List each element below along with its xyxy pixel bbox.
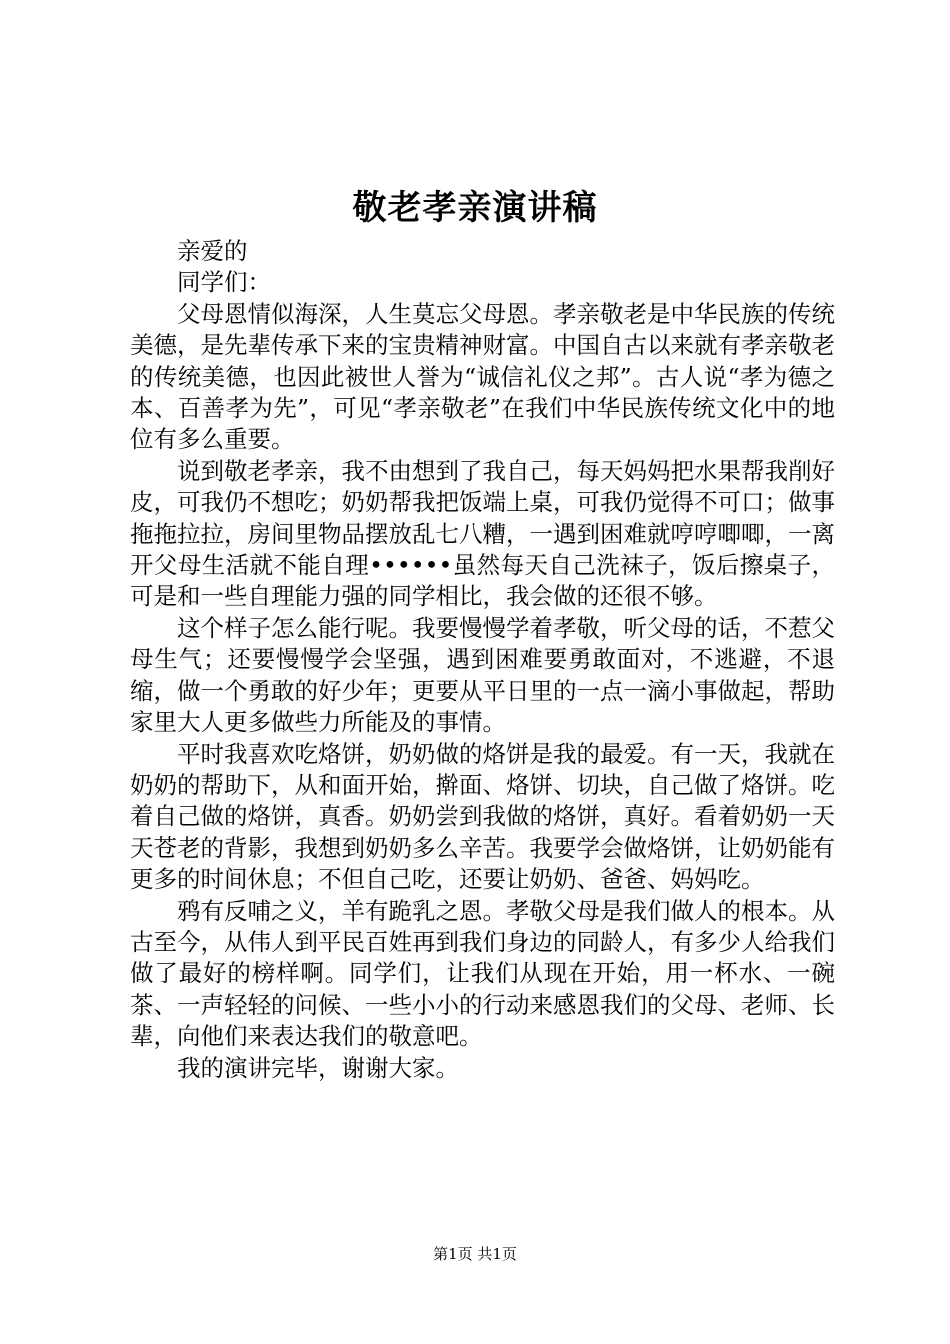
salutation-line-1: 亲爱的 <box>177 237 248 265</box>
document-title: 敬老孝亲演讲稿 <box>352 188 598 228</box>
paragraph-5: 鸦有反哺之义，羊有跪乳之恩。孝敬父母是我们做人的根本。从古至今，从伟人到平民百姓再到我们身边的同龄人，有多少人给我们做了最好的榜样啊。同学们，让我们从现在开始，用一杯水、一碗茶、一声轻轻的问候、一些小小的行动来感恩我们的父母、老师、长辈，向他们来表达我们的敬意吧。 <box>130 896 835 1051</box>
paragraph-6: 我的演讲完毕，谢谢大家。 <box>177 1053 459 1082</box>
document-body <box>130 236 835 1084</box>
paragraph-3: 这个样子怎么能行呢。我要慢慢学着孝敬，听父母的话，不惹父母生气；还要慢慢学会坚强，遇到困难要勇敢面对，不逃避，不退缩，做一个勇敢的好少年；更要从平日里的一点一滴小事做起，帮助家里大人更多做些力所能及的事情。 <box>130 613 835 737</box>
page-footer: 第1页 共1页 <box>433 1245 517 1263</box>
paragraph-1: 父母恩情似海深，人生莫忘父母恩。孝亲敬老是中华民族的传统美德，是先辈传承下来的宝贵精神财富。中国自古以来就有孝亲敬老的传统美德，也因此被世人誉为“诚信礼仪之邦”。古人说“孝为德之本、百善孝为先”，可见“孝亲敬老”在我们中华民族传统文化中的地位有多么重要。 <box>130 299 835 454</box>
paragraph-4: 平时我喜欢吃烙饼，奶奶做的烙饼是我的最爱。有一天，我就在奶奶的帮助下，从和面开始，擀面、烙饼、切块，自己做了烙饼。吃着自己做的烙饼，真香。奶奶尝到我做的烙饼，真好。看着奶奶一天天苍老的背影，我想到奶奶多么辛苦。我要学会做烙饼，让奶奶能有更多的时间休息；不但自己吃，还要让奶奶、爸爸、妈妈吃。 <box>130 739 835 894</box>
salutation-line-2: 同学们： <box>177 268 271 297</box>
paragraph-2: 说到敬老孝亲，我不由想到了我自己，每天妈妈把水果帮我削好皮，可我仍不想吃；奶奶帮我把饭端上桌，可我仍觉得不可口；做事拖拖拉拉，房间里物品摆放乱七八糟，一遇到困难就哼哼唧唧，一离开父母生活就不能自理••••••虽然每天自己洗袜子，饭后擦桌子，可是和一些自理能力强的同学相比，我会做的还很不够。 <box>130 456 835 611</box>
